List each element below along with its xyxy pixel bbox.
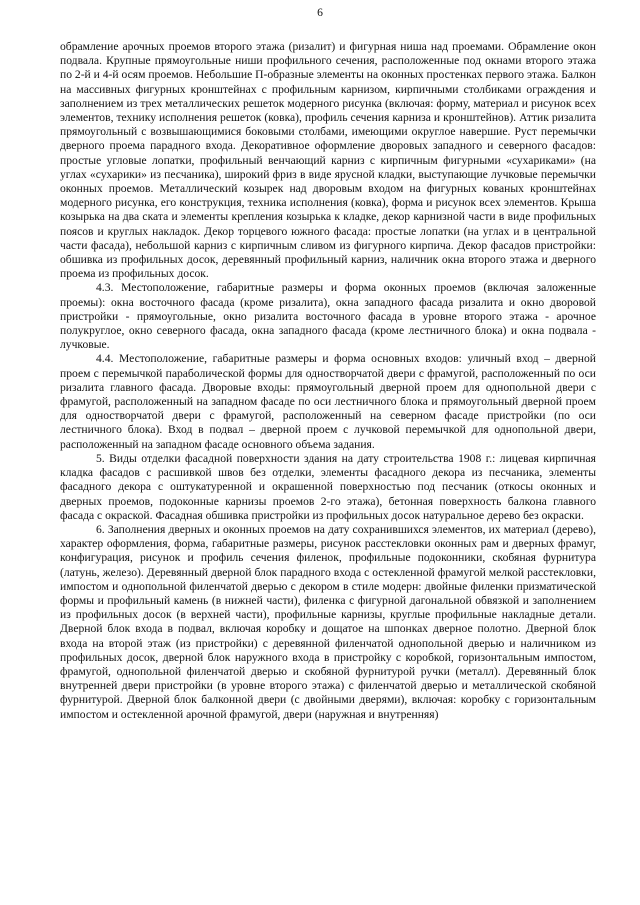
paragraph-5-finishing: 5. Виды отделки фасадной поверхности здания на дату строительства 1908 г.: лицевая кирпичная кладка фасадов с расшивкой швов без отделки, элементы фасадного декора из песчаника, элементы фасадного декора с оштукатуренной и окрашенной поверхностью под песчаник (откосы оконных и дверных проемов, подоконные карнизы проемов 2-го этажа), бетонная поверхность балкона главного фасада с окраской. Фасадная обшивка пристройки из профильных досок натуральное дерево без окраски.	[60, 451, 596, 522]
page-number: 6	[317, 6, 323, 19]
paragraph-4-3-window-openings: 4.3. Местоположение, габаритные размеры и форма оконных проемов (включая заложенные проемы): окна восточного фасада (кроме ризалита), окна западного фасада ризалита и окно дворовой пристройки - прямоугольные, окно ризалита восточного фасада в уровне второго этажа - арочное полукруглое, окно северного фасада, окна западного фасада (кроме лестничного блока) и окна подвала - лучковые.	[60, 281, 596, 352]
paragraph-6-door-window-fillings: 6. Заполнения дверных и оконных проемов на дату сохранившихся элементов, их материал (дерево), характер оформления, форма, габаритные размеры, рисунок расстекловки оконных рам и дверных фрамуг, конфигурация, рисунок и профиль сечения филенок, профильные подоконники, скобяная фурнитура (латунь, железо). Деревянный дверной блок парадного входа с остекленной фрамугой мелкой расстекловки, импостом и однопольной филенчатой дверью с декором в стиле модерн: двойные филенки призматической формы и профильный камень (в нижней части), филенка с фигурной дагональной обвязкой и заполнением из профильных досок (в верхней части), профильные карнизы, круглые профильные накладные детали. Дверной блок входа в подвал, включая коробку и дощатое на шпонках дверное полотно. Дверной блок входа на второй этаж (из пристройки) с деревянной филенчатой однопольной дверью и наличником из профильных досок, дверной блок наружного входа в пристройку с коробкой, горизонтальным импостом, фрамугой, однопольной филенчатой дверью и скобяной фурнитурой ручки (металл). Деревянный блок внутренней двери пристройки (в уровне второго этажа) с филенчатой дверью и металлической скобяной фурнитурой. Дверной блок балконной двери (с двойными дверями), включая: коробку с горизонтальным импостом и остекленной арочной фрамугой, двери (наружная и внутренняя)	[60, 522, 596, 721]
document-body	[60, 40, 596, 722]
paragraph-facade-decor: обрамление арочных проемов второго этажа (ризалит) и фигурная ниша над проемами. Обрамление окон подвала. Крупные прямоугольные ниши профильного сечения, расположенные под окнами второго этажа по 2-й и 4-й осям проемов. Небольшие П-образные элементы на оконных простенках первого этажа. Балкон на массивных фигурных кронштейнах с профильным карнизом, кирпичными столбиками ограждения и заполнением из трех металлических решеток модерного рисунка (включая: форму, материал и рисунок всех элементов, технику исполнения решеток (ковка), профиль сечения карниза и кронштейнов). Аттик ризалита прямоугольный с возвышающимися боковыми столбами, имеющими округлое навершие. Руст перемычки дверного проема парадного входа. Декоративное оформление дворовых западного и северного фасадов: простые угловые лопатки, профильный венчающий карниз с кирпичным фигурными «сухариками» (на углах «сухарики» из песчаника), широкий фриз в виде ярусной кладки, выступающие лучковые перемычки оконных проемов. Металлический козырек над дворовым входом на фигурных кованых кронштейнах модерного рисунка, его конструкция, техника исполнения (ковка), форма и рисунок всех элементов. Крыша козырька на два ската и элементы крепления козырька к кладке, декор карнизной части в виде профильных поясов и круглых накладок. Декор торцевого южного фасада: простые лопатки (на углах и в центральной части фасада), небольшой карниз с кирпичным сливом из фигурного кирпича. Декор фасадов пристройки: обшивка из профильных досок, деревянный профильный карниз, наличник окна второго этажа и дверного проема из профильных досок.	[60, 40, 597, 281]
paragraph-4-4-entrances: 4.4. Местоположение, габаритные размеры и форма основных входов: уличный вход – дверной проем с перемычкой параболической формы для одностворчатой двери с фрамугой, расположенный по оси ризалита главного фасада. Дворовые входы: прямоугольный дверной проем для однопольной двери с фрамугой, расположенный на западном фасаде по оси лестничного блока и прямоугольный дверной проем для одностворчатой двери с фрамугой, расположенный на северном фасаде пристройки (по оси лестничного блока). Вход в подвал – дверной проем с лучковой перемычкой для однопольной двери, расположенный на западном фасаде основного объема задания.	[60, 352, 596, 451]
